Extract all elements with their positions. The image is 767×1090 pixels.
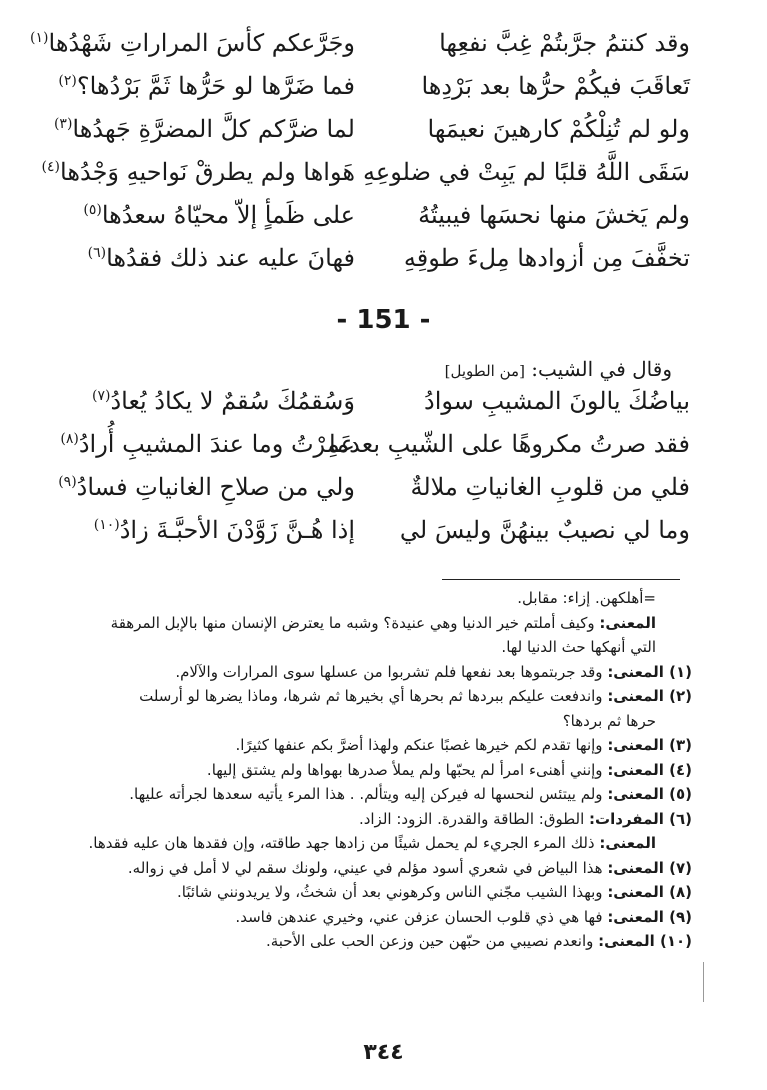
verse-second-text: لما ضرَّكم كلَّ المضرَّةِ جَهدُها (72, 115, 355, 143)
footnote-label: (٦) المفردات: (589, 809, 692, 828)
verse (41, 151, 690, 194)
top-poem (30, 22, 690, 280)
footnote-text: التي أنهكها حث الدنيا لها. (501, 638, 656, 656)
verse (30, 22, 690, 65)
footnote-text: وانعدم نصيبي من حبّهن حين وزعن الحب على الأحبة. (265, 932, 599, 950)
margin-mark (703, 962, 704, 1002)
footnote-marker: (١٠) (93, 517, 120, 533)
footnote-line (62, 905, 692, 930)
footnote-line (62, 929, 692, 954)
footnote-text: وقد جربتموها بعد نفعها فلم تشربوا من عسلها سوى المرارات والآلام. (175, 662, 608, 681)
footnote-label: المعنى: (599, 834, 656, 852)
footnote-label: (١٠) المعنى: (598, 932, 692, 950)
footnotes (62, 586, 692, 954)
verse-second-text: ولي من صلاحِ الغانياتِ فسادُ (76, 473, 355, 501)
footnote-text: فها هي ذي قلوب الحسان عزفن عني، وخيري عندهن فاسد. (235, 907, 608, 926)
page-number: ٣٤٤ (363, 1040, 404, 1065)
footnote-marker: (٥) (83, 202, 102, 218)
verse-second-text: فما ضَرَّها لو حَرُّها ثَمَّ بَرْدُها؟ (76, 72, 355, 100)
footnote-marker: (٤) (41, 159, 60, 175)
footnote-label: (٢) المعنى: (607, 687, 692, 705)
verse (50, 423, 690, 466)
footnote-text: وبهذا الشيب مجّني الناس وكرهوني بعد أن شخثُ، ولا يريدونني شائبًا. (177, 883, 608, 901)
verse-second-hemistich (54, 108, 355, 151)
footnote-line (62, 807, 692, 832)
footnote-label: (٨) المعنى: (607, 883, 692, 901)
verse-second-hemistich (92, 380, 355, 423)
verse-first-hemistich: تَعاقَبَ فيكُمْ حرُّها بعد بَرْدِها (421, 72, 690, 100)
bottom-poem (50, 380, 690, 552)
footnote-label: (٤) المعنى: (607, 760, 692, 779)
verse-second-hemistich (58, 65, 355, 108)
verse-second-text: وجَرَّعكم كأسَ المراراتِ شَهْدُها (48, 29, 355, 57)
verse-second-text: على ظَمأٍ إلاّ محيّاهُ سعدُها (101, 201, 355, 229)
footnote-line (62, 831, 692, 856)
footnote-marker: (٩) (58, 474, 77, 490)
footnote-text: وإنها تقدم لكم خيرها غصبًا عنكم ولهذا أضرَّ بكم عنفها كثيرًا. (235, 736, 608, 754)
footnote-text: هذا البياض في شعري أسود مؤلم في عيني، ولونك سقم لي لا أمل في زواله. (127, 858, 608, 877)
footnote-marker: (٦) (87, 245, 107, 261)
footnote-text: حرها ثم بردها؟ (562, 711, 656, 730)
footnote-label: (٥) المعنى: (607, 785, 692, 803)
footnote-line (62, 758, 692, 783)
verse-second-hemistich (42, 151, 355, 194)
footnote-line (62, 880, 692, 905)
verse-first-hemistich: ولم يَخشَ منها نحسَها فيبيتُهُ (418, 201, 690, 229)
footnote-label: المعنى: (599, 613, 656, 632)
verse-second-hemistich (88, 237, 355, 280)
verse-first-hemistich: ولو لم تُنِلْكُمْ كارهينَ نعيمَها (427, 115, 690, 143)
footnote-divider (442, 579, 680, 580)
verse-first-hemistich: وقد كنتمُ جرَّبتُمْ غِبَّ نفعِها (439, 29, 690, 57)
footnote-text: وكيف أملتم خير الدنيا وهي عنيدة؟ وشبه ما يعترض الإنسان منها بالإبل المرهقة (110, 613, 600, 632)
verse-first-hemistich: فقد صرتُ مكروهًا على الشّيبِ بعدما (329, 430, 690, 458)
verse-first-hemistich: فلي من قلوبِ الغانياتِ ملالةٌ (410, 473, 690, 501)
verse-second-text: هَواها ولم يطرقْ نَواحيهِ وَجْدُها (60, 158, 355, 186)
footnote-line (62, 586, 692, 611)
verse-first-hemistich: سَقَى اللَّهُ قلبًا لم يَبِتْ في ضلوعِهِ (363, 158, 690, 186)
footnote-marker: (٢) (58, 73, 77, 89)
footnote-line (62, 782, 692, 807)
footnote-line (62, 611, 692, 636)
verse-second-text: فهانَ عليه عند ذلك فقدُها (106, 244, 355, 272)
verse-second-text: وَسُقمُكَ سُقمٌ لا يكادُ يُعادُ (110, 387, 355, 415)
verse-first-hemistich: بياضُكَ يالونَ المشيبِ سوادُ (424, 387, 690, 415)
verse-second-hemistich (83, 194, 355, 237)
footnote-text: =أهلكهن. إزاء: مقابل. (517, 589, 656, 607)
footnote-marker: (٧) (91, 388, 111, 404)
footnote-line (62, 856, 692, 881)
verse (50, 380, 690, 423)
verse-first-hemistich: تخفَّفَ مِن أزوادها مِلءَ طوقِهِ (403, 244, 690, 272)
footnote-line (62, 660, 692, 685)
verse-second-text: عَمِرْتُ وما عندَ المشيبِ أُرادُ (78, 430, 355, 458)
verse-second-hemistich (58, 466, 355, 509)
verse (50, 466, 690, 509)
footnote-label: (٧) المعنى: (607, 858, 692, 877)
verse (50, 65, 690, 108)
footnote-text: ولم ييتئس لنحسها له فيركن إليه ويتألم. . هذا المرء يأتيه سعدها لجرأته عليها. (129, 785, 608, 803)
footnote-text: ذلك المرء الجريء لم يحمل شيئًا من زادها جهد طاقته، وإن فقدها هان عليه فقدها. (88, 834, 600, 852)
poem-intro-text: وقال في الشيب: (531, 357, 672, 381)
footnote-marker: (١) (30, 30, 49, 46)
verse-second-hemistich (30, 22, 355, 65)
verse (50, 194, 690, 237)
footnote-label: (١) المعنى: (607, 662, 692, 681)
footnote-label: (٩) المعنى: (607, 907, 692, 926)
footnote-line (62, 684, 692, 709)
footnote-text: الطوق: الطاقة والقدرة. الزود: الزاد. (358, 809, 590, 828)
footnote-line (62, 733, 692, 758)
footnote-line (62, 635, 692, 660)
poem-meter: [من الطويل] (444, 362, 525, 380)
verse-first-hemistich: وما لي نصيبٌ بينهُنَّ وليسَ لي (399, 516, 690, 544)
verse-second-hemistich (94, 509, 355, 552)
verse-second-text: إذا هُـنَّ زَوَّدْنَ الأحبَّـةَ زادُ (119, 516, 355, 544)
footnote-marker: (٣) (53, 116, 73, 132)
footnote-text: وإنني أهنىء امرأ لم يحبّها ولم يملأ صدرها بهواها ولم يشتق إليها. (206, 760, 608, 779)
verse (50, 509, 690, 552)
verse (50, 108, 690, 151)
verse-second-hemistich (60, 423, 355, 466)
verse (50, 237, 690, 280)
footnote-line (62, 709, 692, 734)
footnote-label: (٣) المعنى: (607, 736, 692, 754)
footnote-text: واندفعت عليكم ببردها ثم بحرها أي بخيرها ثم شرها، وماذا يضرها لو أرسلت (139, 687, 608, 705)
poem-number: - 151 - (336, 305, 431, 335)
footnote-marker: (٨) (60, 431, 79, 447)
